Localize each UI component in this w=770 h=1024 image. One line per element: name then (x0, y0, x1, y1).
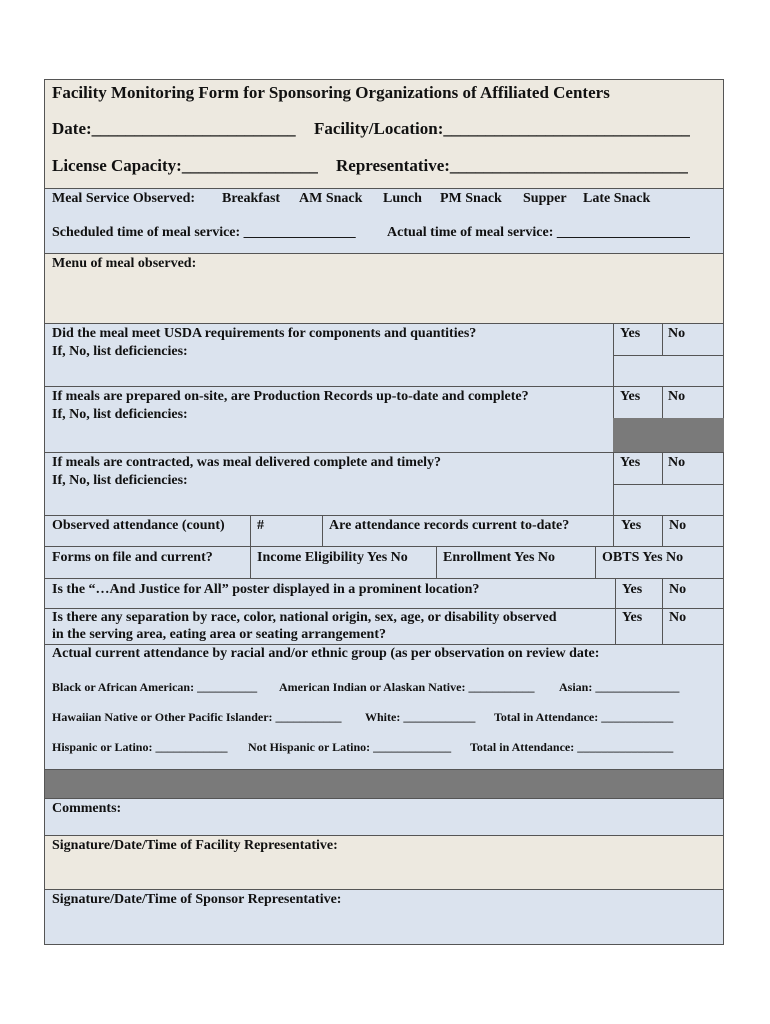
option-am-snack[interactable]: AM Snack (299, 191, 363, 206)
total-attendance-field-1[interactable]: Total in Attendance: ____________ (494, 710, 674, 724)
observed-attendance-label: Observed attendance (count) (52, 518, 225, 533)
license-capacity-field[interactable]: License Capacity:________________ (52, 156, 318, 175)
representative-field[interactable]: Representative:____________________________ (336, 156, 688, 175)
attendance-records-question: Are attendance records current to-date? (329, 518, 570, 533)
actual-time-field[interactable]: Actual time of meal service: ___________________ (387, 225, 690, 240)
option-supper[interactable]: Supper (523, 191, 567, 206)
meal-service-label: Meal Service Observed: (52, 191, 196, 206)
poster-question-row (45, 579, 723, 609)
not-hispanic-field[interactable]: Not Hispanic or Latino: _____________ (248, 740, 452, 754)
usda-question-row (45, 324, 723, 387)
separation-question-line2: in the serving area, eating area or seating arrangement? (52, 627, 387, 642)
contracted-yes[interactable]: Yes (620, 455, 641, 470)
obts-options[interactable]: OBTS Yes No (602, 550, 684, 565)
facility-location-field[interactable]: Facility/Location:_____________________________ (314, 119, 690, 138)
poster-yes[interactable]: Yes (622, 582, 643, 597)
contracted-question: If meals are contracted, was meal delivered complete and timely? (52, 455, 442, 470)
comments-label: Comments: (52, 801, 122, 816)
racial-heading: Actual current attendance by racial and/or ethnic group (as per observation on review date: (52, 646, 600, 661)
comments-section[interactable] (45, 799, 723, 836)
production-deficiencies-label: If, No, list deficiencies: (52, 407, 188, 422)
observed-attendance-row (45, 516, 723, 547)
forms-on-file-row (45, 547, 723, 579)
option-pm-snack[interactable]: PM Snack (440, 191, 502, 206)
black-field[interactable]: Black or African American: __________ (52, 680, 258, 694)
racial-attendance-section (45, 645, 723, 770)
enrollment-options[interactable]: Enrollment Yes No (443, 550, 555, 565)
usda-deficiencies-label: If, No, list deficiencies: (52, 344, 188, 359)
facility-signature-section[interactable] (45, 836, 723, 890)
asian-field[interactable]: Asian: ______________ (559, 680, 680, 694)
header-section (45, 80, 723, 189)
contracted-question-row (45, 453, 723, 516)
hawaiian-field[interactable]: Hawaiian Native or Other Pacific Islander: ___________ (52, 710, 342, 724)
usda-no[interactable]: No (668, 326, 686, 341)
white-field[interactable]: White: ____________ (365, 710, 476, 724)
attendance-no[interactable]: No (669, 518, 687, 533)
option-late-snack[interactable]: Late Snack (583, 191, 651, 206)
gray-separator (45, 770, 723, 799)
attendance-yes[interactable]: Yes (621, 518, 642, 533)
usda-question: Did the meal meet USDA requirements for components and quantities? (52, 326, 477, 341)
option-lunch[interactable]: Lunch (383, 191, 422, 206)
poster-no[interactable]: No (669, 582, 687, 597)
hispanic-field[interactable]: Hispanic or Latino: ____________ (52, 740, 228, 754)
facility-monitoring-form (44, 79, 724, 945)
form-title: Facility Monitoring Form for Sponsoring Organizations of Affiliated Centers (52, 83, 610, 102)
usda-yes[interactable]: Yes (620, 326, 641, 341)
production-yes[interactable]: Yes (620, 389, 641, 404)
scheduled-time-field[interactable]: Scheduled time of meal service: ________________ (52, 225, 356, 240)
forms-on-file-label: Forms on file and current? (52, 550, 213, 565)
sponsor-signature-section[interactable] (45, 890, 723, 944)
production-no[interactable]: No (668, 389, 686, 404)
contracted-deficiencies-label: If, No, list deficiencies: (52, 473, 188, 488)
separation-no[interactable]: No (669, 610, 687, 625)
total-attendance-field-2[interactable]: Total in Attendance: ________________ (470, 740, 674, 754)
contracted-no[interactable]: No (668, 455, 686, 470)
date-field[interactable]: Date:________________________ (52, 119, 296, 138)
facility-signature-label: Signature/Date/Time of Facility Representative: (52, 838, 338, 853)
sponsor-signature-label: Signature/Date/Time of Sponsor Representative: (52, 892, 342, 907)
american-indian-field[interactable]: American Indian or Alaskan Native: ___________ (279, 680, 535, 694)
menu-section[interactable] (45, 254, 723, 324)
attendance-count-field[interactable]: # (257, 518, 264, 533)
production-question: If meals are prepared on-site, are Production Records up-to-date and complete? (52, 389, 529, 404)
menu-label: Menu of meal observed: (52, 256, 197, 271)
meal-service-section (45, 189, 723, 254)
poster-question: Is the “…And Justice for All” poster displayed in a prominent location? (52, 582, 480, 597)
production-question-row (45, 387, 723, 453)
separation-question-line1: Is there any separation by race, color, national origin, sex, age, or disability observed (52, 610, 557, 625)
separation-question-row (45, 609, 723, 645)
income-eligibility-options[interactable]: Income Eligibility Yes No (257, 550, 408, 565)
option-breakfast[interactable]: Breakfast (222, 191, 281, 206)
separation-yes[interactable]: Yes (622, 610, 643, 625)
production-shaded-cell (613, 418, 724, 452)
